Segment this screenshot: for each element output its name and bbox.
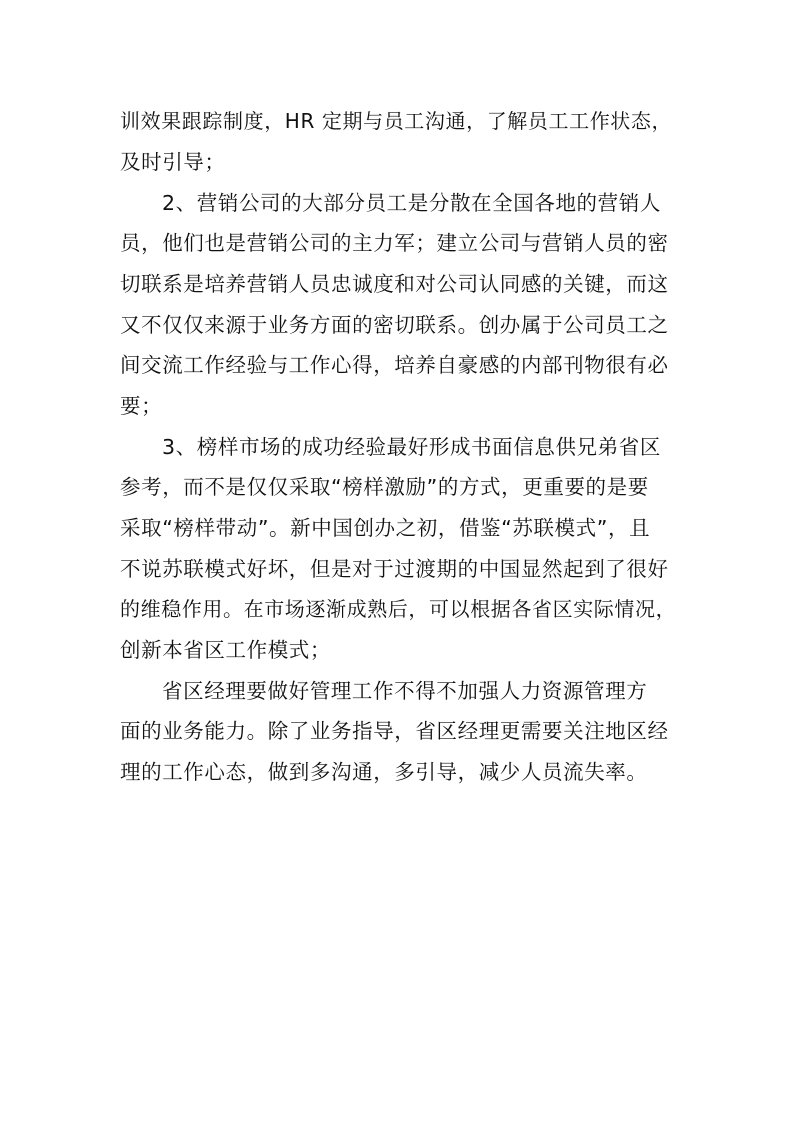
text-line: 要； bbox=[120, 394, 163, 418]
text-line: 理的工作心态，做到多沟通，多引导，减少人员流失率。 bbox=[120, 760, 648, 784]
text-line: 不说苏联模式好坏，但是对于过渡期的中国显然起到了很好 bbox=[120, 557, 669, 581]
text-line: 采取“榜样带动”。新中国创办之初，借鉴“苏联模式”，且 bbox=[120, 516, 651, 540]
text-line: 3、榜样市场的成功经验最好形成书面信息供兄弟省区 bbox=[162, 435, 661, 459]
text-line: 间交流工作经验与工作心得，培养自豪感的内部刊物很有必 bbox=[120, 353, 669, 377]
text-line: 创新本省区工作模式； bbox=[120, 638, 331, 662]
text-line: 员，他们也是营销公司的主力军；建立公司与营销人员的密 bbox=[120, 231, 669, 255]
text-line: 训效果跟踪制度，HR 定期与员工沟通，了解员工工作状态， bbox=[120, 109, 673, 133]
text-line: 参考，而不是仅仅采取“榜样激励”的方式，更重要的是要 bbox=[120, 475, 649, 499]
text-line: 又不仅仅来源于业务方面的密切联系。创办属于公司员工之 bbox=[120, 313, 669, 337]
text-line: 及时引导； bbox=[120, 150, 226, 174]
text-line: 2、营销公司的大部分员工是分散在全国各地的营销人 bbox=[162, 191, 661, 215]
text-line: 切联系是培养营销人员忠诚度和对公司认同感的关键，而这 bbox=[120, 272, 669, 296]
text-line: 的维稳作用。在市场逐渐成熟后，可以根据各省区实际情况， bbox=[120, 597, 677, 621]
text-line: 省区经理要做好管理工作不得不加强人力资源管理方 bbox=[162, 679, 648, 703]
text-line: 面的业务能力。除了业务指导，省区经理更需要关注地区经 bbox=[120, 719, 669, 743]
